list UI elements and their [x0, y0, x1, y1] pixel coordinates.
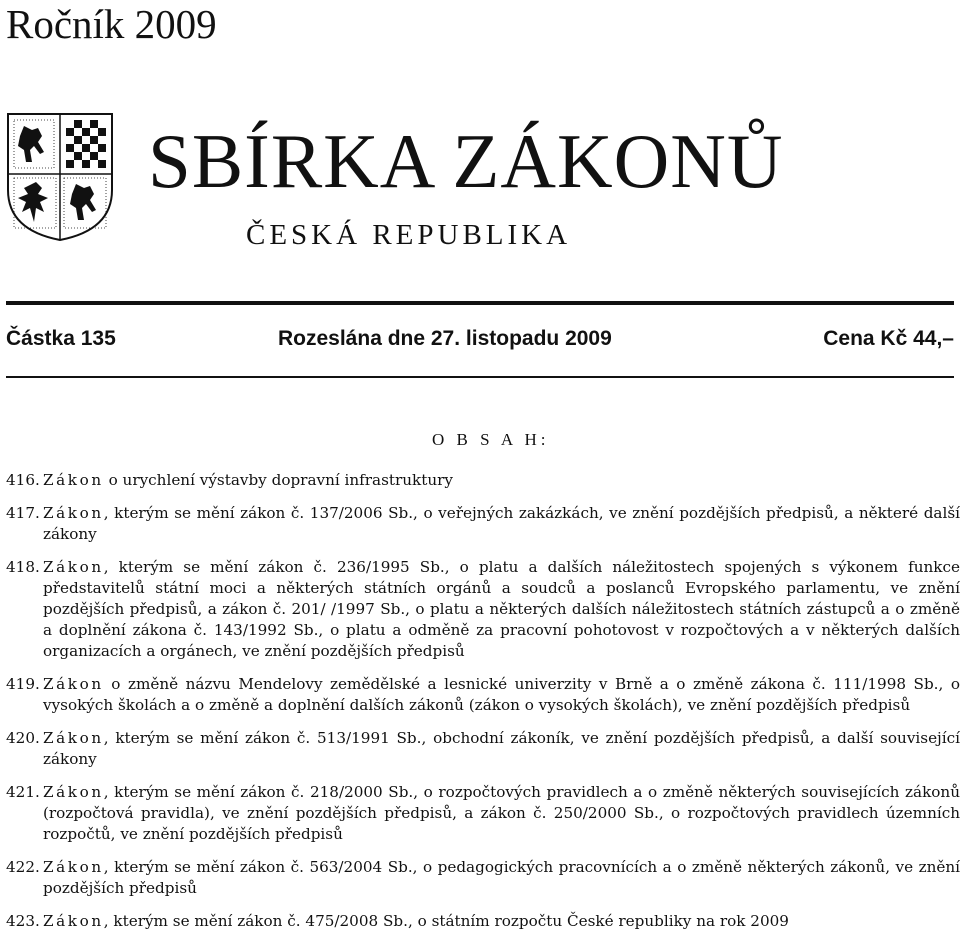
- state-coat-of-arms: [6, 112, 114, 242]
- contents-heading: O B S A H:: [432, 430, 550, 449]
- entry-title: , kterým se mění zákon č. 475/2008 Sb., o státním rozpočtu České republiky na rok 2009: [103, 912, 789, 930]
- entry-text: [43, 911, 960, 932]
- entry-title: , kterým se mění zákon č. 236/1995 Sb., o platu a dalších náležitostech spojených s výkonem funkce představitelů státní moci a některých státních orgánů a soudců a poslanců Evropského parlamentu, ve znění pozdějších předpisů, a zákon č. 201/ /1997 Sb., o platu a některých dalších náležitostech státních zástupců a o změně a doplnění zákona č. 143/1992 Sb., o platu a odměně za pracovní pohotovost v rozpočtových a v některých dalších organizacích a orgánech, ve znění pozdějších předpisů: [43, 558, 960, 660]
- entry-kind: Zákon: [43, 675, 104, 693]
- entry-text: [43, 782, 960, 845]
- contents-entry: [6, 728, 960, 770]
- entry-title: o urychlení výstavby dopravní infrastruktury: [103, 471, 453, 489]
- issue-price: Cena Kč 44,–: [823, 327, 954, 350]
- entry-number: 416.: [6, 471, 40, 489]
- entry-text: [43, 674, 960, 716]
- entry-kind: Zákon: [43, 912, 104, 930]
- entry-number: 418.: [6, 558, 40, 576]
- entry-kind: Zákon: [43, 783, 104, 801]
- entry-kind: Zákon: [43, 471, 104, 489]
- entry-title: , kterým se mění zákon č. 137/2006 Sb., o veřejných zakázkách, ve znění pozdějších předpisů, a některé další zákony: [43, 504, 960, 543]
- contents-entry: [6, 674, 960, 716]
- country-name: ČESKÁ REPUBLIKA: [246, 219, 572, 251]
- entry-number: 423.: [6, 912, 40, 930]
- entry-title: , kterým se mění zákon č. 563/2004 Sb., o pedagogických pracovnících a o změně některých zákonů, ve znění pozdějších předpisů: [43, 858, 960, 897]
- contents-entry: [6, 557, 960, 662]
- entry-number: 417.: [6, 504, 40, 522]
- entry-title: , kterým se mění zákon č. 218/2000 Sb., o rozpočtových pravidlech a o změně některých souvisejících zákonů (rozpočtová pravidla), ve znění pozdějších předpisů, a zákon č. 250/2000 Sb., o rozpočtových pravidlech územních rozpočtů, ve znění pozdějších předpisů: [43, 783, 960, 843]
- entry-number: 421.: [6, 783, 40, 801]
- contents-list: [6, 470, 960, 932]
- entry-text: [43, 557, 960, 662]
- top-rule: [6, 301, 954, 305]
- entry-text: [43, 857, 960, 899]
- volume-year: Ročník 2009: [6, 1, 217, 47]
- distribution-date: Rozeslána dne 27. listopadu 2009: [278, 327, 612, 350]
- entry-text: [43, 470, 960, 491]
- contents-entry: [6, 782, 960, 845]
- entry-text: [43, 728, 960, 770]
- entry-title: o změně názvu Mendelovy zemědělské a lesnické univerzity v Brně a o změně zákona č. 111/1998 Sb., o vysokých školách a o změně a doplnění dalších zákonů (zákon o vysokých školách), ve znění pozdějších předpisů: [43, 675, 960, 714]
- contents-entry: [6, 857, 960, 899]
- entry-number: 422.: [6, 858, 40, 876]
- entry-kind: Zákon: [43, 729, 104, 747]
- entry-number: 420.: [6, 729, 40, 747]
- contents-entry: [6, 470, 960, 491]
- entry-text: [43, 503, 960, 545]
- bottom-rule: [6, 376, 954, 378]
- entry-kind: Zákon: [43, 858, 104, 876]
- entry-number: 419.: [6, 675, 40, 693]
- entry-title: , kterým se mění zákon č. 513/1991 Sb., obchodní zákoník, ve znění pozdějších předpisů, a další související zákony: [43, 729, 960, 768]
- entry-kind: Zákon: [43, 504, 104, 522]
- journal-title: SBÍRKA ZÁKONŮ: [148, 118, 784, 204]
- contents-entry: [6, 911, 960, 932]
- entry-kind: Zákon: [43, 558, 104, 576]
- issue-part: Částka 135: [6, 327, 116, 350]
- contents-entry: [6, 503, 960, 545]
